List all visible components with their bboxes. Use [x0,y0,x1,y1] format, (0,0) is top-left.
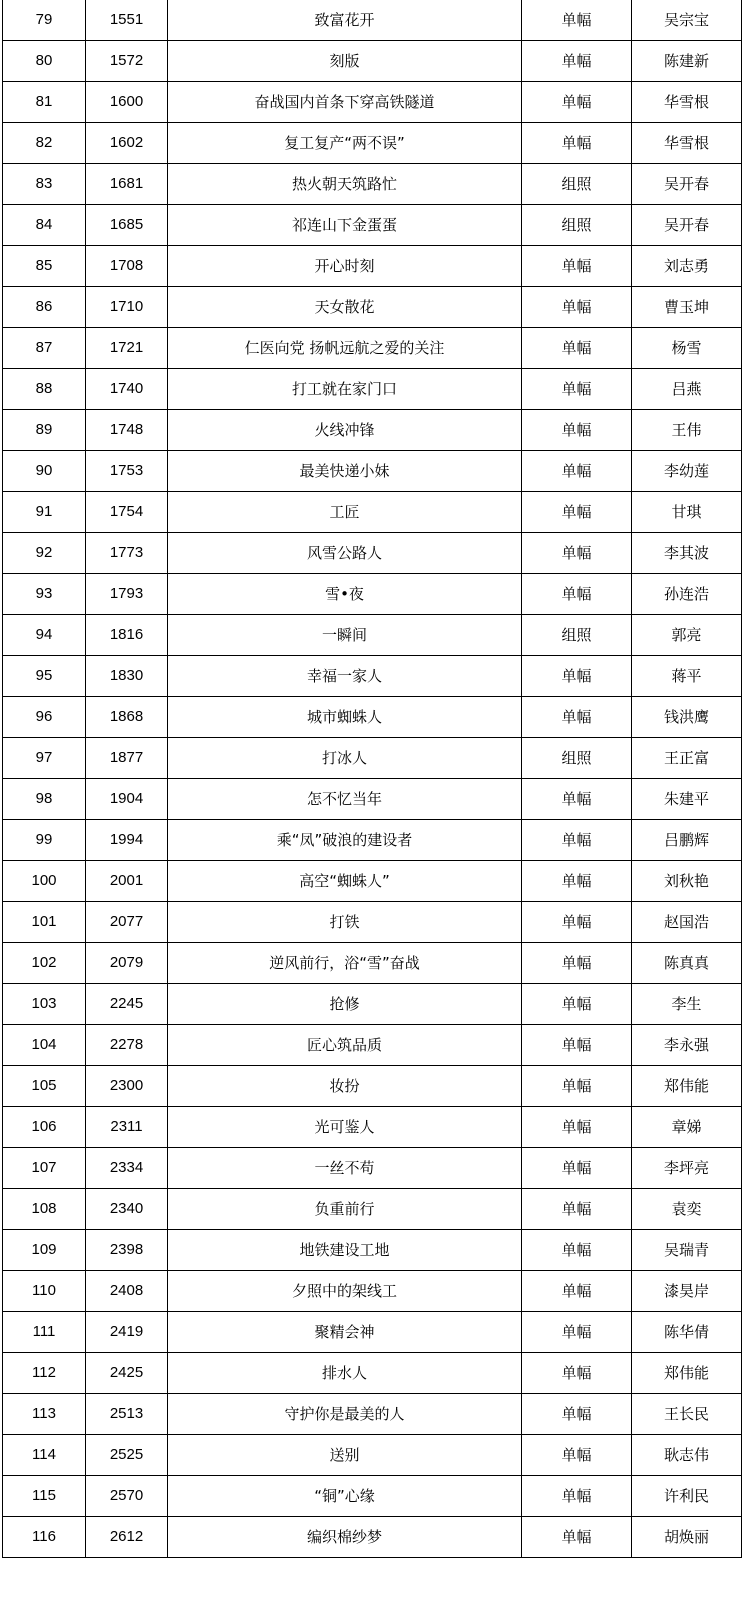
entry-id-cell: 1753 [86,451,168,492]
photo-format-cell: 单幅 [522,1148,632,1189]
work-title-cell: 刻版 [168,41,522,82]
table-row [3,246,742,287]
entry-id-cell: 2245 [86,984,168,1025]
photo-format-cell: 单幅 [522,0,632,41]
author-cell: 杨雪 [632,328,742,369]
photo-format-cell: 单幅 [522,943,632,984]
author-cell: 王伟 [632,410,742,451]
row-index-cell: 105 [3,1066,86,1107]
author-cell: 华雪根 [632,82,742,123]
table-row [3,410,742,451]
table-row [3,1517,742,1558]
table-row [3,369,742,410]
entry-id-cell: 2311 [86,1107,168,1148]
photo-format-cell: 单幅 [522,123,632,164]
entry-id-cell: 1551 [86,0,168,41]
photo-format-cell: 单幅 [522,820,632,861]
row-index-cell: 80 [3,41,86,82]
author-cell: 王长民 [632,1394,742,1435]
entry-id-cell: 1572 [86,41,168,82]
table-row [3,1025,742,1066]
author-cell: 钱洪鹰 [632,697,742,738]
results-table [2,0,742,1558]
photo-format-cell: 单幅 [522,410,632,451]
photo-format-cell: 单幅 [522,984,632,1025]
author-cell: 陈建新 [632,41,742,82]
entry-id-cell: 2425 [86,1353,168,1394]
author-cell: 陈真真 [632,943,742,984]
row-index-cell: 94 [3,615,86,656]
row-index-cell: 107 [3,1148,86,1189]
photo-format-cell: 单幅 [522,246,632,287]
row-index-cell: 90 [3,451,86,492]
row-index-cell: 101 [3,902,86,943]
author-cell: 耿志伟 [632,1435,742,1476]
table-row [3,287,742,328]
entry-id-cell: 1602 [86,123,168,164]
author-cell: 李幼莲 [632,451,742,492]
work-title-cell: 一丝不苟 [168,1148,522,1189]
photo-format-cell: 单幅 [522,1353,632,1394]
work-title-cell: 抢修 [168,984,522,1025]
work-title-cell: 高空“蜘蛛人” [168,861,522,902]
author-cell: 吴宗宝 [632,0,742,41]
table-row [3,861,742,902]
row-index-cell: 111 [3,1312,86,1353]
photo-format-cell: 单幅 [522,902,632,943]
row-index-cell: 112 [3,1353,86,1394]
entry-id-cell: 2278 [86,1025,168,1066]
work-title-cell: 送别 [168,1435,522,1476]
entry-id-cell: 2079 [86,943,168,984]
work-title-cell: 逆风前行，浴“雪”奋战 [168,943,522,984]
results-table-container [2,0,741,1558]
work-title-cell: 仁医向党 扬帆远航之爱的关注 [168,328,522,369]
work-title-cell: 风雪公路人 [168,533,522,574]
work-title-cell: 聚精会神 [168,1312,522,1353]
entry-id-cell: 1793 [86,574,168,615]
row-index-cell: 88 [3,369,86,410]
table-row [3,82,742,123]
row-index-cell: 114 [3,1435,86,1476]
table-row [3,1476,742,1517]
entry-id-cell: 1740 [86,369,168,410]
author-cell: 赵国浩 [632,902,742,943]
entry-id-cell: 2525 [86,1435,168,1476]
work-title-cell: 打冰人 [168,738,522,779]
entry-id-cell: 1748 [86,410,168,451]
photo-format-cell: 组照 [522,738,632,779]
photo-format-cell: 单幅 [522,656,632,697]
author-cell: 曹玉坤 [632,287,742,328]
table-row [3,738,742,779]
author-cell: 甘琪 [632,492,742,533]
row-index-cell: 84 [3,205,86,246]
work-title-cell: 守护你是最美的人 [168,1394,522,1435]
work-title-cell: 匠心筑品质 [168,1025,522,1066]
entry-id-cell: 1994 [86,820,168,861]
row-index-cell: 89 [3,410,86,451]
photo-format-cell: 单幅 [522,1066,632,1107]
table-row [3,164,742,205]
author-cell: 郑伟能 [632,1066,742,1107]
row-index-cell: 86 [3,287,86,328]
author-cell: 刘志勇 [632,246,742,287]
work-title-cell: 热火朝天筑路忙 [168,164,522,205]
table-row [3,1271,742,1312]
entry-id-cell: 2408 [86,1271,168,1312]
photo-format-cell: 单幅 [522,1230,632,1271]
author-cell: 华雪根 [632,123,742,164]
row-index-cell: 110 [3,1271,86,1312]
entry-id-cell: 1685 [86,205,168,246]
work-title-cell: 雪•夜 [168,574,522,615]
row-index-cell: 81 [3,82,86,123]
author-cell: 孙连浩 [632,574,742,615]
photo-format-cell: 组照 [522,205,632,246]
table-row [3,0,742,41]
author-cell: 李生 [632,984,742,1025]
table-row [3,1353,742,1394]
work-title-cell: 致富花开 [168,0,522,41]
author-cell: 郑伟能 [632,1353,742,1394]
table-row [3,779,742,820]
entry-id-cell: 1904 [86,779,168,820]
table-row [3,205,742,246]
work-title-cell: 工匠 [168,492,522,533]
author-cell: 吕燕 [632,369,742,410]
work-title-cell: 幸福一家人 [168,656,522,697]
work-title-cell: “铜”心缘 [168,1476,522,1517]
entry-id-cell: 1877 [86,738,168,779]
entry-id-cell: 2334 [86,1148,168,1189]
photo-format-cell: 单幅 [522,287,632,328]
row-index-cell: 95 [3,656,86,697]
entry-id-cell: 1868 [86,697,168,738]
work-title-cell: 天女散花 [168,287,522,328]
author-cell: 陈华倩 [632,1312,742,1353]
table-row [3,1230,742,1271]
entry-id-cell: 1710 [86,287,168,328]
table-body [3,0,742,1558]
photo-format-cell: 单幅 [522,328,632,369]
photo-format-cell: 单幅 [522,369,632,410]
photo-format-cell: 单幅 [522,1189,632,1230]
table-row [3,1189,742,1230]
table-row [3,533,742,574]
work-title-cell: 夕照中的架线工 [168,1271,522,1312]
photo-format-cell: 单幅 [522,1517,632,1558]
entry-id-cell: 2340 [86,1189,168,1230]
author-cell: 漆昊岸 [632,1271,742,1312]
author-cell: 吴开春 [632,205,742,246]
table-row [3,328,742,369]
row-index-cell: 92 [3,533,86,574]
author-cell: 许利民 [632,1476,742,1517]
photo-format-cell: 组照 [522,164,632,205]
table-row [3,615,742,656]
entry-id-cell: 1830 [86,656,168,697]
photo-format-cell: 单幅 [522,1271,632,1312]
row-index-cell: 93 [3,574,86,615]
entry-id-cell: 2612 [86,1517,168,1558]
row-index-cell: 98 [3,779,86,820]
entry-id-cell: 2513 [86,1394,168,1435]
work-title-cell: 最美快递小妹 [168,451,522,492]
table-row [3,451,742,492]
work-title-cell: 火线冲锋 [168,410,522,451]
entry-id-cell: 1708 [86,246,168,287]
row-index-cell: 82 [3,123,86,164]
work-title-cell: 光可鉴人 [168,1107,522,1148]
photo-format-cell: 组照 [522,615,632,656]
table-row [3,574,742,615]
table-row [3,492,742,533]
row-index-cell: 109 [3,1230,86,1271]
row-index-cell: 96 [3,697,86,738]
entry-id-cell: 2570 [86,1476,168,1517]
photo-format-cell: 单幅 [522,41,632,82]
row-index-cell: 115 [3,1476,86,1517]
work-title-cell: 奋战国内首条下穿高铁隧道 [168,82,522,123]
table-row [3,697,742,738]
author-cell: 李永强 [632,1025,742,1066]
author-cell: 蒋平 [632,656,742,697]
row-index-cell: 97 [3,738,86,779]
table-row [3,902,742,943]
author-cell: 李其波 [632,533,742,574]
row-index-cell: 113 [3,1394,86,1435]
table-row [3,656,742,697]
author-cell: 郭亮 [632,615,742,656]
row-index-cell: 79 [3,0,86,41]
photo-format-cell: 单幅 [522,1025,632,1066]
entry-id-cell: 1600 [86,82,168,123]
photo-format-cell: 单幅 [522,697,632,738]
work-title-cell: 乘“凤”破浪的建设者 [168,820,522,861]
table-row [3,1066,742,1107]
table-row [3,1394,742,1435]
table-row [3,820,742,861]
photo-format-cell: 单幅 [522,1476,632,1517]
entry-id-cell: 2398 [86,1230,168,1271]
author-cell: 朱建平 [632,779,742,820]
table-row [3,1312,742,1353]
row-index-cell: 99 [3,820,86,861]
row-index-cell: 83 [3,164,86,205]
entry-id-cell: 2419 [86,1312,168,1353]
author-cell: 吕鹏辉 [632,820,742,861]
entry-id-cell: 1681 [86,164,168,205]
table-row [3,984,742,1025]
author-cell: 胡焕丽 [632,1517,742,1558]
author-cell: 吴开春 [632,164,742,205]
table-row [3,943,742,984]
work-title-cell: 复工复产“两不误” [168,123,522,164]
entry-id-cell: 2300 [86,1066,168,1107]
row-index-cell: 106 [3,1107,86,1148]
row-index-cell: 103 [3,984,86,1025]
entry-id-cell: 1721 [86,328,168,369]
entry-id-cell: 1773 [86,533,168,574]
table-row [3,1435,742,1476]
work-title-cell: 怎不忆当年 [168,779,522,820]
author-cell: 王正富 [632,738,742,779]
photo-format-cell: 单幅 [522,1107,632,1148]
photo-format-cell: 单幅 [522,492,632,533]
photo-format-cell: 单幅 [522,861,632,902]
work-title-cell: 负重前行 [168,1189,522,1230]
work-title-cell: 打铁 [168,902,522,943]
work-title-cell: 编织棉纱梦 [168,1517,522,1558]
author-cell: 吴瑞青 [632,1230,742,1271]
work-title-cell: 一瞬间 [168,615,522,656]
photo-format-cell: 单幅 [522,779,632,820]
row-index-cell: 85 [3,246,86,287]
photo-format-cell: 单幅 [522,1312,632,1353]
author-cell: 章娣 [632,1107,742,1148]
author-cell: 李坪亮 [632,1148,742,1189]
row-index-cell: 116 [3,1517,86,1558]
author-cell: 刘秋艳 [632,861,742,902]
work-title-cell: 开心时刻 [168,246,522,287]
photo-format-cell: 单幅 [522,574,632,615]
photo-format-cell: 单幅 [522,533,632,574]
table-row [3,1148,742,1189]
entry-id-cell: 2077 [86,902,168,943]
entry-id-cell: 1754 [86,492,168,533]
row-index-cell: 87 [3,328,86,369]
work-title-cell: 地铁建设工地 [168,1230,522,1271]
work-title-cell: 祁连山下金蛋蛋 [168,205,522,246]
photo-format-cell: 单幅 [522,1394,632,1435]
photo-format-cell: 单幅 [522,1435,632,1476]
entry-id-cell: 1816 [86,615,168,656]
table-row [3,41,742,82]
table-row [3,123,742,164]
table-row [3,1107,742,1148]
photo-format-cell: 单幅 [522,82,632,123]
work-title-cell: 打工就在家门口 [168,369,522,410]
row-index-cell: 102 [3,943,86,984]
photo-format-cell: 单幅 [522,451,632,492]
row-index-cell: 104 [3,1025,86,1066]
work-title-cell: 排水人 [168,1353,522,1394]
work-title-cell: 城市蜘蛛人 [168,697,522,738]
row-index-cell: 91 [3,492,86,533]
row-index-cell: 108 [3,1189,86,1230]
entry-id-cell: 2001 [86,861,168,902]
row-index-cell: 100 [3,861,86,902]
author-cell: 袁奕 [632,1189,742,1230]
work-title-cell: 妆扮 [168,1066,522,1107]
